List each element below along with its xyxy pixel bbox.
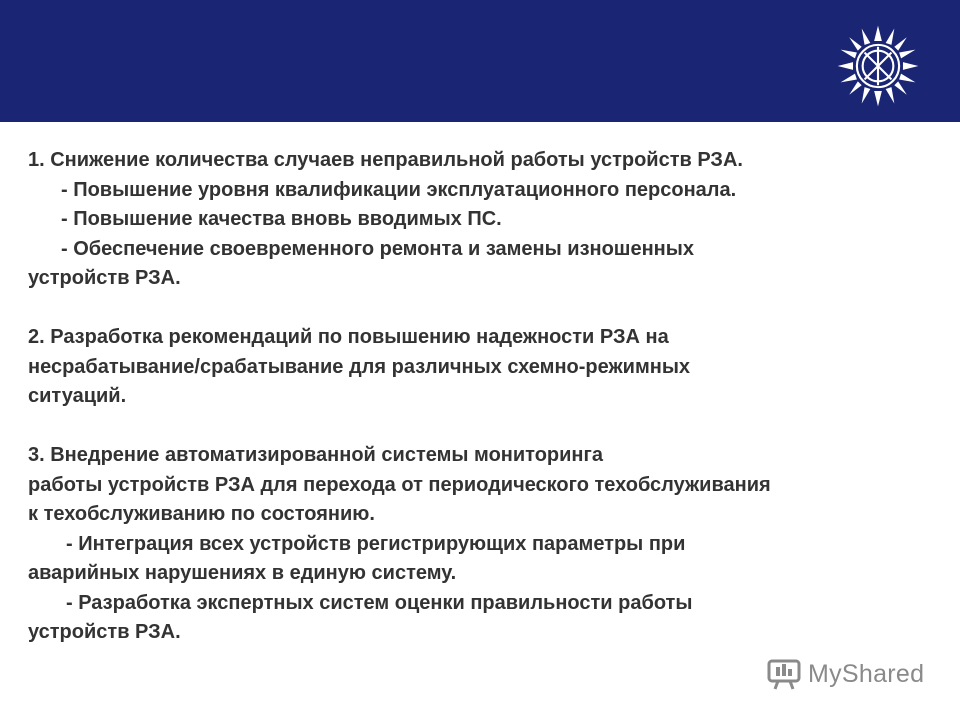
section-3-bullet-1: - Интеграция всех устройств регистрирующих параметры при [66, 532, 686, 555]
section-2-line-3: ситуаций. [28, 385, 127, 407]
section-2-line-1: 2. Разработка рекомендаций по повышению надежности РЗА на [28, 326, 669, 348]
watermark-text: MyShared [808, 659, 925, 688]
section-3-line-2: работы устройств РЗА для перехода от периодического техобслуживания [28, 473, 771, 496]
section-1-bullet-3-cont: устройств РЗА. [28, 267, 181, 289]
power-company-logo-icon [830, 18, 926, 114]
section-1-bullet-2: - Повышение качества вновь вводимых ПС. [61, 208, 502, 230]
header-band [0, 0, 960, 122]
section-1-bullet-3: - Обеспечение своевременного ремонта и замены изношенных [61, 237, 694, 260]
section-2-line-2: несрабатывание/срабатывание для различных схемно-режимных [28, 355, 691, 378]
section-1-title: 1. Снижение количества случаев неправильной работы устройств РЗА. [28, 149, 743, 171]
section-3-bullet-2-cont: устройств РЗА. [28, 621, 181, 643]
section-1-bullet-1: - Повышение уровня квалификации эксплуатационного персонала. [61, 178, 737, 201]
section-3-line-3: к техобслуживанию по состоянию. [28, 503, 375, 525]
section-3-bullet-1-cont: аварийных нарушениях в единую систему. [28, 562, 457, 584]
section-3-bullet-2: - Разработка экспертных систем оценки правильности работы [66, 591, 693, 614]
myshared-watermark [766, 654, 924, 694]
slide-body [28, 146, 938, 648]
myshared-logo-icon [766, 657, 802, 691]
section-3-line-1: 3. Внедрение автоматизированной системы мониторинга [28, 444, 603, 466]
